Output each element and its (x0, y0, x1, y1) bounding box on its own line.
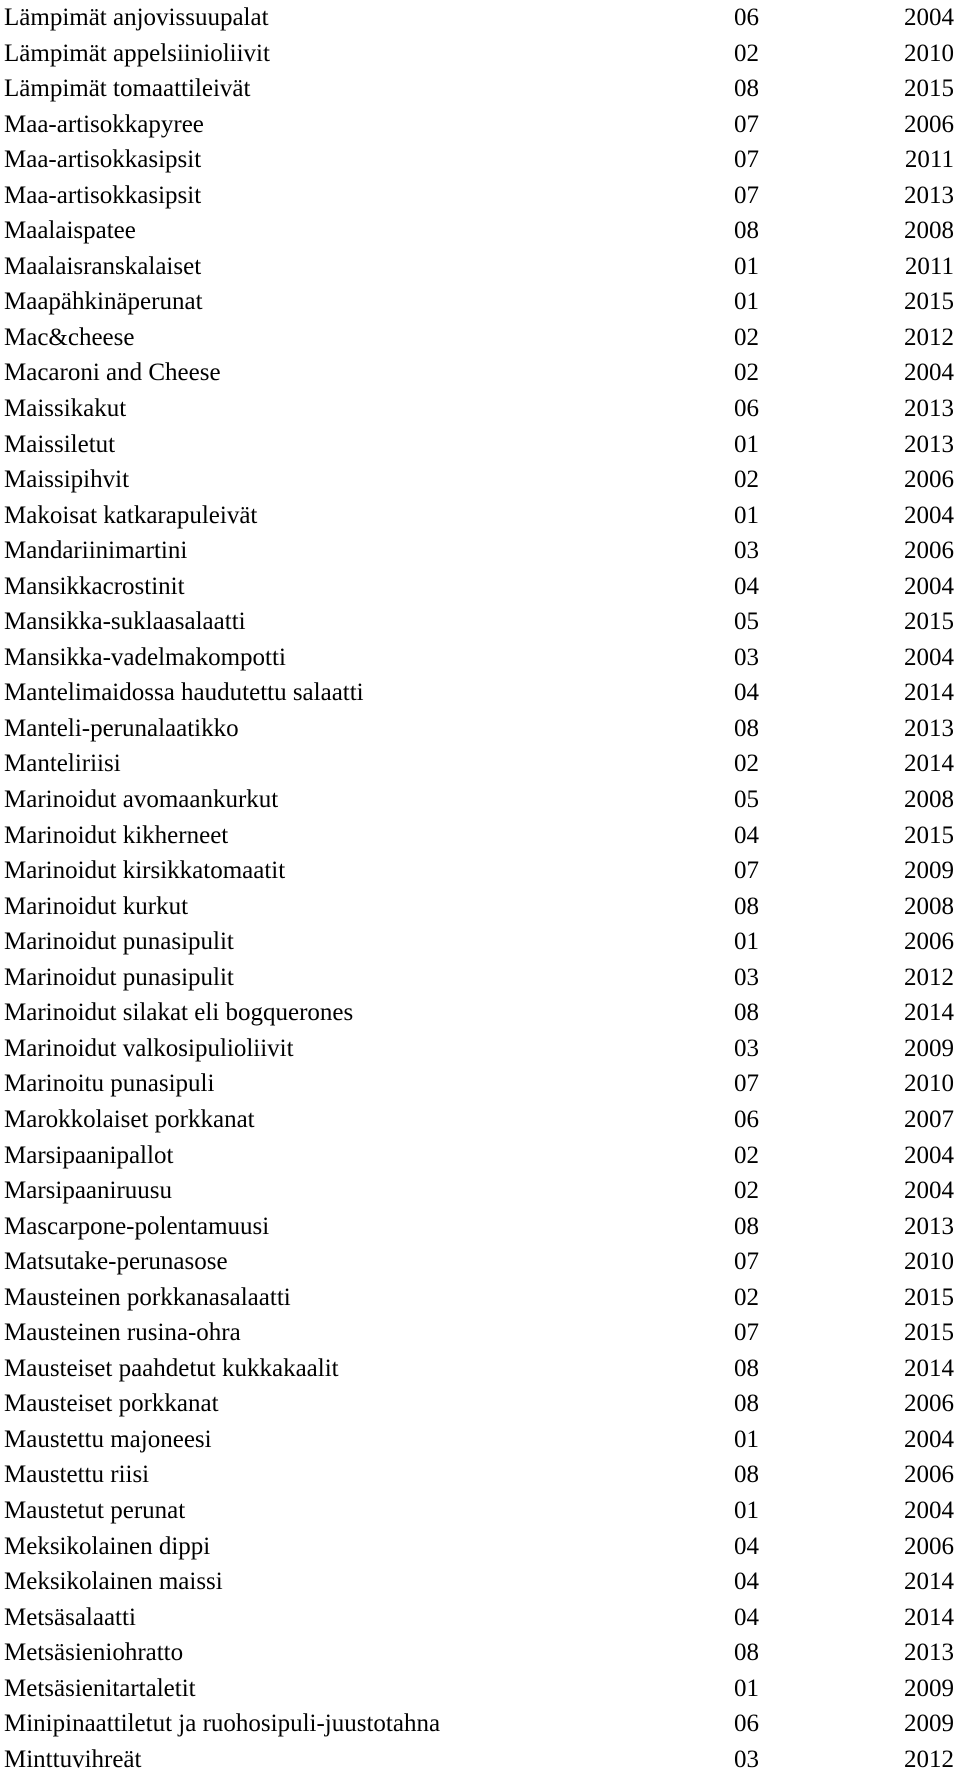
recipe-name: Marinoidut punasipulit (4, 963, 234, 991)
recipe-month: 08 (734, 1354, 759, 1382)
recipe-month: 02 (734, 39, 759, 67)
list-item (0, 889, 960, 925)
recipe-name: Mansikka-suklaasalaatti (4, 608, 246, 636)
list-item (0, 818, 960, 854)
recipe-name: Maa-artisokkasipsit (4, 146, 202, 174)
recipe-month: 04 (734, 679, 759, 707)
list-item (0, 498, 960, 534)
recipe-year: 2004 (904, 1141, 954, 1169)
list-item (0, 355, 960, 391)
recipe-name: Mansikkacrostinit (4, 572, 185, 600)
recipe-month: 03 (734, 643, 759, 671)
list-item (0, 1280, 960, 1316)
recipe-year: 2004 (904, 1496, 954, 1524)
recipe-name: Maissikakut (4, 395, 127, 423)
recipe-month: 02 (734, 750, 759, 778)
recipe-year: 2008 (904, 892, 954, 920)
recipe-month: 05 (734, 608, 759, 636)
recipe-month: 04 (734, 1532, 759, 1560)
recipe-month: 02 (734, 323, 759, 351)
recipe-year: 2013 (904, 714, 954, 742)
recipe-year: 2013 (904, 430, 954, 458)
recipe-month: 02 (734, 466, 759, 494)
recipe-name: Marinoidut avomaankurkut (4, 786, 279, 814)
recipe-year: 2015 (904, 608, 954, 636)
list-item (0, 427, 960, 463)
list-item (0, 1671, 960, 1707)
recipe-name: Mascarpone-polentamuusi (4, 1212, 270, 1240)
recipe-month: 03 (734, 537, 759, 565)
recipe-month: 08 (734, 1212, 759, 1240)
recipe-month: 01 (734, 252, 759, 280)
list-item (0, 107, 960, 143)
recipe-year: 2004 (904, 572, 954, 600)
list-item (0, 1351, 960, 1387)
recipe-name: Maustettu riisi (4, 1461, 150, 1489)
recipe-month: 06 (734, 1105, 759, 1133)
recipe-name: Marokkolaiset porkkanat (4, 1105, 255, 1133)
recipe-year: 2008 (904, 786, 954, 814)
recipe-year: 2014 (904, 1603, 954, 1631)
recipe-month: 08 (734, 999, 759, 1027)
list-item (0, 1493, 960, 1529)
list-item (0, 1102, 960, 1138)
recipe-year: 2007 (904, 1105, 954, 1133)
recipe-year: 2006 (904, 110, 954, 138)
recipe-year: 2006 (904, 928, 954, 956)
recipe-month: 07 (734, 1248, 759, 1276)
list-item (0, 533, 960, 569)
recipe-year: 2004 (904, 1177, 954, 1205)
recipe-name: Metsäsienitartaletit (4, 1674, 196, 1702)
recipe-year: 2010 (904, 1070, 954, 1098)
recipe-name: Manteliriisi (4, 750, 121, 778)
list-item (0, 71, 960, 107)
list-item (0, 1066, 960, 1102)
list-item (0, 1564, 960, 1600)
recipe-name: Metsäsieniohratto (4, 1639, 184, 1667)
recipe-year: 2004 (904, 359, 954, 387)
recipe-name: Marinoidut punasipulit (4, 928, 234, 956)
recipe-month: 02 (734, 1283, 759, 1311)
recipe-year: 2015 (904, 1319, 954, 1347)
recipe-name: Maapähkinäperunat (4, 288, 203, 316)
recipe-name: Meksikolainen maissi (4, 1568, 223, 1596)
recipe-year: 2014 (904, 1568, 954, 1596)
recipe-month: 04 (734, 572, 759, 600)
recipe-name: Marinoidut kikherneet (4, 821, 229, 849)
recipe-month: 01 (734, 928, 759, 956)
recipe-year: 2013 (904, 1212, 954, 1240)
recipe-month: 01 (734, 501, 759, 529)
recipe-month: 08 (734, 1390, 759, 1418)
recipe-month: 07 (734, 1319, 759, 1347)
list-item (0, 711, 960, 747)
recipe-name: Maissipihvit (4, 466, 130, 494)
list-item (0, 36, 960, 72)
recipe-year: 2004 (904, 4, 954, 31)
recipe-month: 07 (734, 181, 759, 209)
recipe-name: Lämpimät appelsiinioliivit (4, 39, 270, 67)
list-item (0, 995, 960, 1031)
recipe-year: 2009 (904, 857, 954, 885)
recipe-month: 01 (734, 1496, 759, 1524)
recipe-name: Makoisat katkarapuleivät (4, 501, 258, 529)
recipe-name: Maustetut perunat (4, 1496, 186, 1524)
list-item (0, 746, 960, 782)
list-item (0, 1457, 960, 1493)
recipe-month: 03 (734, 1745, 759, 1773)
list-item (0, 178, 960, 214)
recipe-year: 2014 (904, 1354, 954, 1382)
list-item (0, 1031, 960, 1067)
recipe-name: Marinoidut silakat eli bogquerones (4, 999, 354, 1027)
recipe-year: 2012 (904, 963, 954, 991)
recipe-year: 2014 (904, 679, 954, 707)
recipe-year: 2010 (904, 39, 954, 67)
recipe-year: 2009 (904, 1034, 954, 1062)
recipe-year: 2008 (904, 217, 954, 245)
recipe-year: 2015 (904, 821, 954, 849)
list-item (0, 569, 960, 605)
list-item (0, 320, 960, 356)
recipe-name: Mausteinen rusina-ohra (4, 1319, 241, 1347)
recipe-year: 2004 (904, 643, 954, 671)
recipe-name: Mandariinimartini (4, 537, 188, 565)
recipe-name: Marinoidut kirsikkatomaatit (4, 857, 286, 885)
list-item (0, 1386, 960, 1422)
recipe-year: 2004 (904, 1425, 954, 1453)
recipe-month: 04 (734, 1568, 759, 1596)
list-item (0, 142, 960, 178)
list-item (0, 1244, 960, 1280)
recipe-name: Maustettu majoneesi (4, 1425, 212, 1453)
recipe-year: 2013 (904, 181, 954, 209)
recipe-month: 04 (734, 1603, 759, 1631)
recipe-month: 07 (734, 1070, 759, 1098)
list-item (0, 853, 960, 889)
recipe-month: 06 (734, 395, 759, 423)
recipe-name: Maalaisranskalaiset (4, 252, 202, 280)
recipe-name: Matsutake-perunasose (4, 1248, 228, 1276)
recipe-month: 06 (734, 1710, 759, 1738)
recipe-year: 2015 (904, 75, 954, 103)
list-item (0, 462, 960, 498)
recipe-name: Marinoidut kurkut (4, 892, 189, 920)
recipe-name: Minttuvihreät (4, 1745, 142, 1773)
recipe-name: Manteli-perunalaatikko (4, 714, 239, 742)
recipe-name: Marinoidut valkosipulioliivit (4, 1034, 294, 1062)
recipe-year: 2006 (904, 1390, 954, 1418)
list-item (0, 1600, 960, 1636)
recipe-month: 07 (734, 857, 759, 885)
list-item (0, 640, 960, 676)
list-item (0, 1173, 960, 1209)
recipe-year: 2011 (904, 146, 954, 174)
recipe-year: 2010 (904, 1248, 954, 1276)
recipe-name: Mac&cheese (4, 323, 135, 351)
recipe-month: 08 (734, 75, 759, 103)
recipe-month: 08 (734, 217, 759, 245)
recipe-month: 06 (734, 4, 759, 31)
recipe-year: 2013 (904, 395, 954, 423)
recipe-month: 03 (734, 1034, 759, 1062)
list-item (0, 604, 960, 640)
list-item (0, 284, 960, 320)
recipe-year: 2013 (904, 1639, 954, 1667)
recipe-month: 05 (734, 786, 759, 814)
recipe-year: 2011 (904, 252, 954, 280)
recipe-name: Maissiletut (4, 430, 116, 458)
list-item (0, 0, 960, 36)
recipe-name: Lämpimät tomaattileivät (4, 75, 251, 103)
recipe-name: Metsäsalaatti (4, 1603, 136, 1631)
list-item (0, 675, 960, 711)
list-item (0, 249, 960, 285)
recipe-name: Meksikolainen dippi (4, 1532, 211, 1560)
recipe-month: 08 (734, 714, 759, 742)
recipe-year: 2014 (904, 750, 954, 778)
recipe-name: Lämpimät anjovissuupalat (4, 4, 269, 31)
recipe-name: Marinoitu punasipuli (4, 1070, 215, 1098)
recipe-month: 03 (734, 963, 759, 991)
recipe-month: 02 (734, 1141, 759, 1169)
recipe-year: 2014 (904, 999, 954, 1027)
recipe-month: 02 (734, 1177, 759, 1205)
recipe-month: 01 (734, 288, 759, 316)
recipe-year: 2015 (904, 288, 954, 316)
recipe-name: Minipinaattiletut ja ruohosipuli-juustotahna (4, 1710, 441, 1738)
recipe-year: 2012 (904, 1745, 954, 1773)
list-item (0, 1138, 960, 1174)
recipe-month: 01 (734, 1674, 759, 1702)
recipe-name: Mantelimaidossa haudutettu salaatti (4, 679, 364, 707)
list-item (0, 391, 960, 427)
recipe-name: Mansikka-vadelmakompotti (4, 643, 286, 671)
list-item (0, 213, 960, 249)
recipe-year: 2015 (904, 1283, 954, 1311)
recipe-year: 2006 (904, 537, 954, 565)
list-item (0, 1209, 960, 1245)
recipe-year: 2012 (904, 323, 954, 351)
recipe-year: 2006 (904, 466, 954, 494)
recipe-year: 2009 (904, 1674, 954, 1702)
recipe-year: 2004 (904, 501, 954, 529)
list-item (0, 960, 960, 996)
recipe-name: Maa-artisokkasipsit (4, 181, 202, 209)
recipe-month: 08 (734, 1639, 759, 1667)
recipe-month: 04 (734, 821, 759, 849)
list-item (0, 1529, 960, 1565)
recipe-name: Macaroni and Cheese (4, 359, 221, 387)
recipe-year: 2009 (904, 1710, 954, 1738)
list-item (0, 924, 960, 960)
recipe-year: 2006 (904, 1532, 954, 1560)
recipe-month: 02 (734, 359, 759, 387)
list-item (0, 782, 960, 818)
list-item (0, 1315, 960, 1351)
recipe-month: 01 (734, 430, 759, 458)
list-item (0, 1635, 960, 1671)
recipe-month: 08 (734, 892, 759, 920)
recipe-name: Maalaispatee (4, 217, 136, 245)
recipe-year: 2006 (904, 1461, 954, 1489)
recipe-name: Marsipaanipallot (4, 1141, 174, 1169)
recipe-name: Marsipaaniruusu (4, 1177, 173, 1205)
list-item (0, 1706, 960, 1742)
list-item (0, 1742, 960, 1778)
list-item (0, 1422, 960, 1458)
recipe-name: Mausteiset paahdetut kukkakaalit (4, 1354, 339, 1382)
recipe-month: 07 (734, 110, 759, 138)
recipe-name: Maa-artisokkapyree (4, 110, 204, 138)
recipe-name: Mausteinen porkkanasalaatti (4, 1283, 291, 1311)
recipe-month: 08 (734, 1461, 759, 1489)
recipe-month: 07 (734, 146, 759, 174)
recipe-month: 01 (734, 1425, 759, 1453)
recipe-name: Mausteiset porkkanat (4, 1390, 219, 1418)
